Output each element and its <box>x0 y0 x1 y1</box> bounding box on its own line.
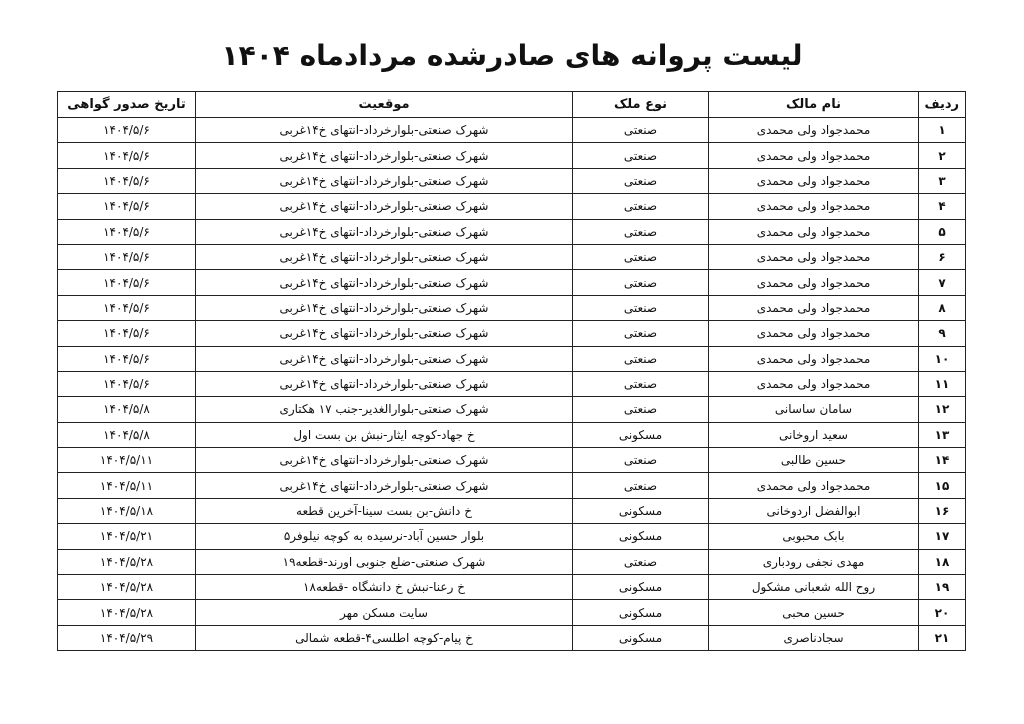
cell-issue-date: ۱۴۰۴/۵/۶ <box>58 346 196 371</box>
table-row <box>58 244 966 269</box>
cell-property-type: مسکونی <box>573 498 709 523</box>
cell-row-number: ۱۸ <box>919 549 966 574</box>
cell-issue-date: ۱۴۰۴/۵/۸ <box>58 397 196 422</box>
cell-property-type: صنعتی <box>573 346 709 371</box>
table-row <box>58 422 966 447</box>
table-row <box>58 575 966 600</box>
cell-owner-name: سعید اروخانی <box>709 422 919 447</box>
cell-location: شهرک صنعتی-بلوارخرداد-انتهای خ۱۴غربی <box>196 143 573 168</box>
cell-owner-name: محمدجواد ولی محمدی <box>709 118 919 143</box>
cell-owner-name: محمدجواد ولی محمدی <box>709 295 919 320</box>
table-row <box>58 397 966 422</box>
cell-owner-name: ابوالفضل اردوخانی <box>709 498 919 523</box>
cell-issue-date: ۱۴۰۴/۵/۶ <box>58 194 196 219</box>
cell-location: خ رعنا-نبش خ دانشگاه -قطعه۱۸ <box>196 575 573 600</box>
table-row <box>58 321 966 346</box>
cell-issue-date: ۱۴۰۴/۵/۲۸ <box>58 549 196 574</box>
header-location: موقعیت <box>196 92 573 118</box>
cell-owner-name: حسین طالبی <box>709 448 919 473</box>
cell-issue-date: ۱۴۰۴/۵/۱۸ <box>58 498 196 523</box>
cell-row-number: ۲ <box>919 143 966 168</box>
cell-row-number: ۱۲ <box>919 397 966 422</box>
cell-property-type: صنعتی <box>573 244 709 269</box>
cell-issue-date: ۱۴۰۴/۵/۲۸ <box>58 575 196 600</box>
cell-issue-date: ۱۴۰۴/۵/۲۱ <box>58 524 196 549</box>
cell-row-number: ۷ <box>919 270 966 295</box>
cell-location: شهرک صنعتی-بلوارخرداد-انتهای خ۱۴غربی <box>196 194 573 219</box>
cell-row-number: ۳ <box>919 168 966 193</box>
permits-table <box>57 91 966 651</box>
cell-owner-name: سجادناصری <box>709 625 919 650</box>
cell-property-type: مسکونی <box>573 625 709 650</box>
cell-location: شهرک صنعتی-بلوارخرداد-انتهای خ۱۴غربی <box>196 448 573 473</box>
cell-property-type: صنعتی <box>573 143 709 168</box>
cell-property-type: مسکونی <box>573 600 709 625</box>
cell-issue-date: ۱۴۰۴/۵/۶ <box>58 168 196 193</box>
table-row <box>58 473 966 498</box>
cell-location: شهرک صنعتی-ضلع جنوبی اورند-قطعه۱۹ <box>196 549 573 574</box>
cell-issue-date: ۱۴۰۴/۵/۶ <box>58 244 196 269</box>
cell-property-type: صنعتی <box>573 270 709 295</box>
cell-property-type: صنعتی <box>573 168 709 193</box>
cell-property-type: صنعتی <box>573 397 709 422</box>
cell-property-type: صنعتی <box>573 371 709 396</box>
cell-issue-date: ۱۴۰۴/۵/۸ <box>58 422 196 447</box>
cell-issue-date: ۱۴۰۴/۵/۲۸ <box>58 600 196 625</box>
cell-owner-name: محمدجواد ولی محمدی <box>709 321 919 346</box>
cell-location: شهرک صنعتی-بلوارخرداد-انتهای خ۱۴غربی <box>196 244 573 269</box>
cell-row-number: ۱۷ <box>919 524 966 549</box>
cell-owner-name: سامان ساسانی <box>709 397 919 422</box>
cell-property-type: صنعتی <box>573 295 709 320</box>
cell-owner-name: محمدجواد ولی محمدی <box>709 270 919 295</box>
page-title: لیست پروانه های صادرشده مردادماه ۱۴۰۴ <box>221 39 803 72</box>
cell-row-number: ۶ <box>919 244 966 269</box>
cell-location: خ جهاد-کوچه ایثار-نبش بن بست اول <box>196 422 573 447</box>
cell-location: شهرک صنعتی-بلوارخرداد-انتهای خ۱۴غربی <box>196 168 573 193</box>
cell-location: شهرک صنعتی-بلوارخرداد-انتهای خ۱۴غربی <box>196 473 573 498</box>
cell-property-type: صنعتی <box>573 448 709 473</box>
cell-row-number: ۱۴ <box>919 448 966 473</box>
cell-issue-date: ۱۴۰۴/۵/۶ <box>58 219 196 244</box>
cell-issue-date: ۱۴۰۴/۵/۶ <box>58 118 196 143</box>
cell-owner-name: محمدجواد ولی محمدی <box>709 371 919 396</box>
cell-property-type: صنعتی <box>573 321 709 346</box>
cell-row-number: ۱۵ <box>919 473 966 498</box>
table-header-row <box>58 92 966 118</box>
cell-issue-date: ۱۴۰۴/۵/۲۹ <box>58 625 196 650</box>
cell-row-number: ۵ <box>919 219 966 244</box>
cell-location: شهرک صنعتی-بلوارالغدیر-جنب ۱۷ هکتاری <box>196 397 573 422</box>
cell-issue-date: ۱۴۰۴/۵/۱۱ <box>58 448 196 473</box>
cell-location: سایت مسکن مهر <box>196 600 573 625</box>
cell-row-number: ۹ <box>919 321 966 346</box>
cell-owner-name: محمدجواد ولی محمدی <box>709 473 919 498</box>
table-row <box>58 448 966 473</box>
cell-issue-date: ۱۴۰۴/۵/۶ <box>58 371 196 396</box>
cell-row-number: ۱ <box>919 118 966 143</box>
cell-location: بلوار حسین آباد-نرسیده به کوچه نیلوفر۵ <box>196 524 573 549</box>
cell-issue-date: ۱۴۰۴/۵/۶ <box>58 270 196 295</box>
cell-issue-date: ۱۴۰۴/۵/۶ <box>58 321 196 346</box>
cell-owner-name: محمدجواد ولی محمدی <box>709 219 919 244</box>
cell-property-type: صنعتی <box>573 118 709 143</box>
cell-location: شهرک صنعتی-بلوارخرداد-انتهای خ۱۴غربی <box>196 321 573 346</box>
cell-location: شهرک صنعتی-بلوارخرداد-انتهای خ۱۴غربی <box>196 219 573 244</box>
header-issue-date: تاریخ صدور گواهی <box>58 92 196 118</box>
cell-owner-name: محمدجواد ولی محمدی <box>709 346 919 371</box>
table-body <box>58 118 966 651</box>
cell-property-type: مسکونی <box>573 575 709 600</box>
cell-location: شهرک صنعتی-بلوارخرداد-انتهای خ۱۴غربی <box>196 346 573 371</box>
cell-location: خ دانش-بن بست سینا-آخرین قطعه <box>196 498 573 523</box>
cell-owner-name: محمدجواد ولی محمدی <box>709 194 919 219</box>
table-row <box>58 371 966 396</box>
table-row <box>58 346 966 371</box>
table-row <box>58 498 966 523</box>
cell-row-number: ۲۱ <box>919 625 966 650</box>
cell-location: شهرک صنعتی-بلوارخرداد-انتهای خ۱۴غربی <box>196 270 573 295</box>
cell-property-type: صنعتی <box>573 473 709 498</box>
cell-location: شهرک صنعتی-بلوارخرداد-انتهای خ۱۴غربی <box>196 118 573 143</box>
cell-row-number: ۴ <box>919 194 966 219</box>
table-row <box>58 168 966 193</box>
table-row <box>58 524 966 549</box>
header-property-type: نوع ملک <box>573 92 709 118</box>
table-row <box>58 143 966 168</box>
cell-location: خ پیام-کوچه اطلسی۴-قطعه شمالی <box>196 625 573 650</box>
table-row <box>58 194 966 219</box>
cell-location: شهرک صنعتی-بلوارخرداد-انتهای خ۱۴غربی <box>196 295 573 320</box>
cell-property-type: صنعتی <box>573 549 709 574</box>
table-row <box>58 118 966 143</box>
cell-row-number: ۱۹ <box>919 575 966 600</box>
cell-property-type: مسکونی <box>573 524 709 549</box>
header-owner-name: نام مالک <box>709 92 919 118</box>
cell-issue-date: ۱۴۰۴/۵/۶ <box>58 295 196 320</box>
cell-property-type: صنعتی <box>573 194 709 219</box>
cell-row-number: ۱۰ <box>919 346 966 371</box>
table-row <box>58 219 966 244</box>
cell-property-type: مسکونی <box>573 422 709 447</box>
table-row <box>58 270 966 295</box>
cell-owner-name: روح الله شعبانی مشکول <box>709 575 919 600</box>
cell-row-number: ۱۶ <box>919 498 966 523</box>
header-row-number: ردیف <box>919 92 966 118</box>
cell-row-number: ۸ <box>919 295 966 320</box>
cell-location: شهرک صنعتی-بلوارخرداد-انتهای خ۱۴غربی <box>196 371 573 396</box>
table-row <box>58 549 966 574</box>
cell-owner-name: محمدجواد ولی محمدی <box>709 168 919 193</box>
table-row <box>58 600 966 625</box>
cell-issue-date: ۱۴۰۴/۵/۶ <box>58 143 196 168</box>
cell-property-type: صنعتی <box>573 219 709 244</box>
cell-owner-name: حسین محبی <box>709 600 919 625</box>
cell-owner-name: بابک محبوبی <box>709 524 919 549</box>
cell-owner-name: محمدجواد ولی محمدی <box>709 143 919 168</box>
cell-row-number: ۱۳ <box>919 422 966 447</box>
cell-row-number: ۱۱ <box>919 371 966 396</box>
cell-issue-date: ۱۴۰۴/۵/۱۱ <box>58 473 196 498</box>
cell-owner-name: محمدجواد ولی محمدی <box>709 244 919 269</box>
cell-row-number: ۲۰ <box>919 600 966 625</box>
table-row <box>58 625 966 650</box>
cell-owner-name: مهدی نجفی رودباری <box>709 549 919 574</box>
table-row <box>58 295 966 320</box>
